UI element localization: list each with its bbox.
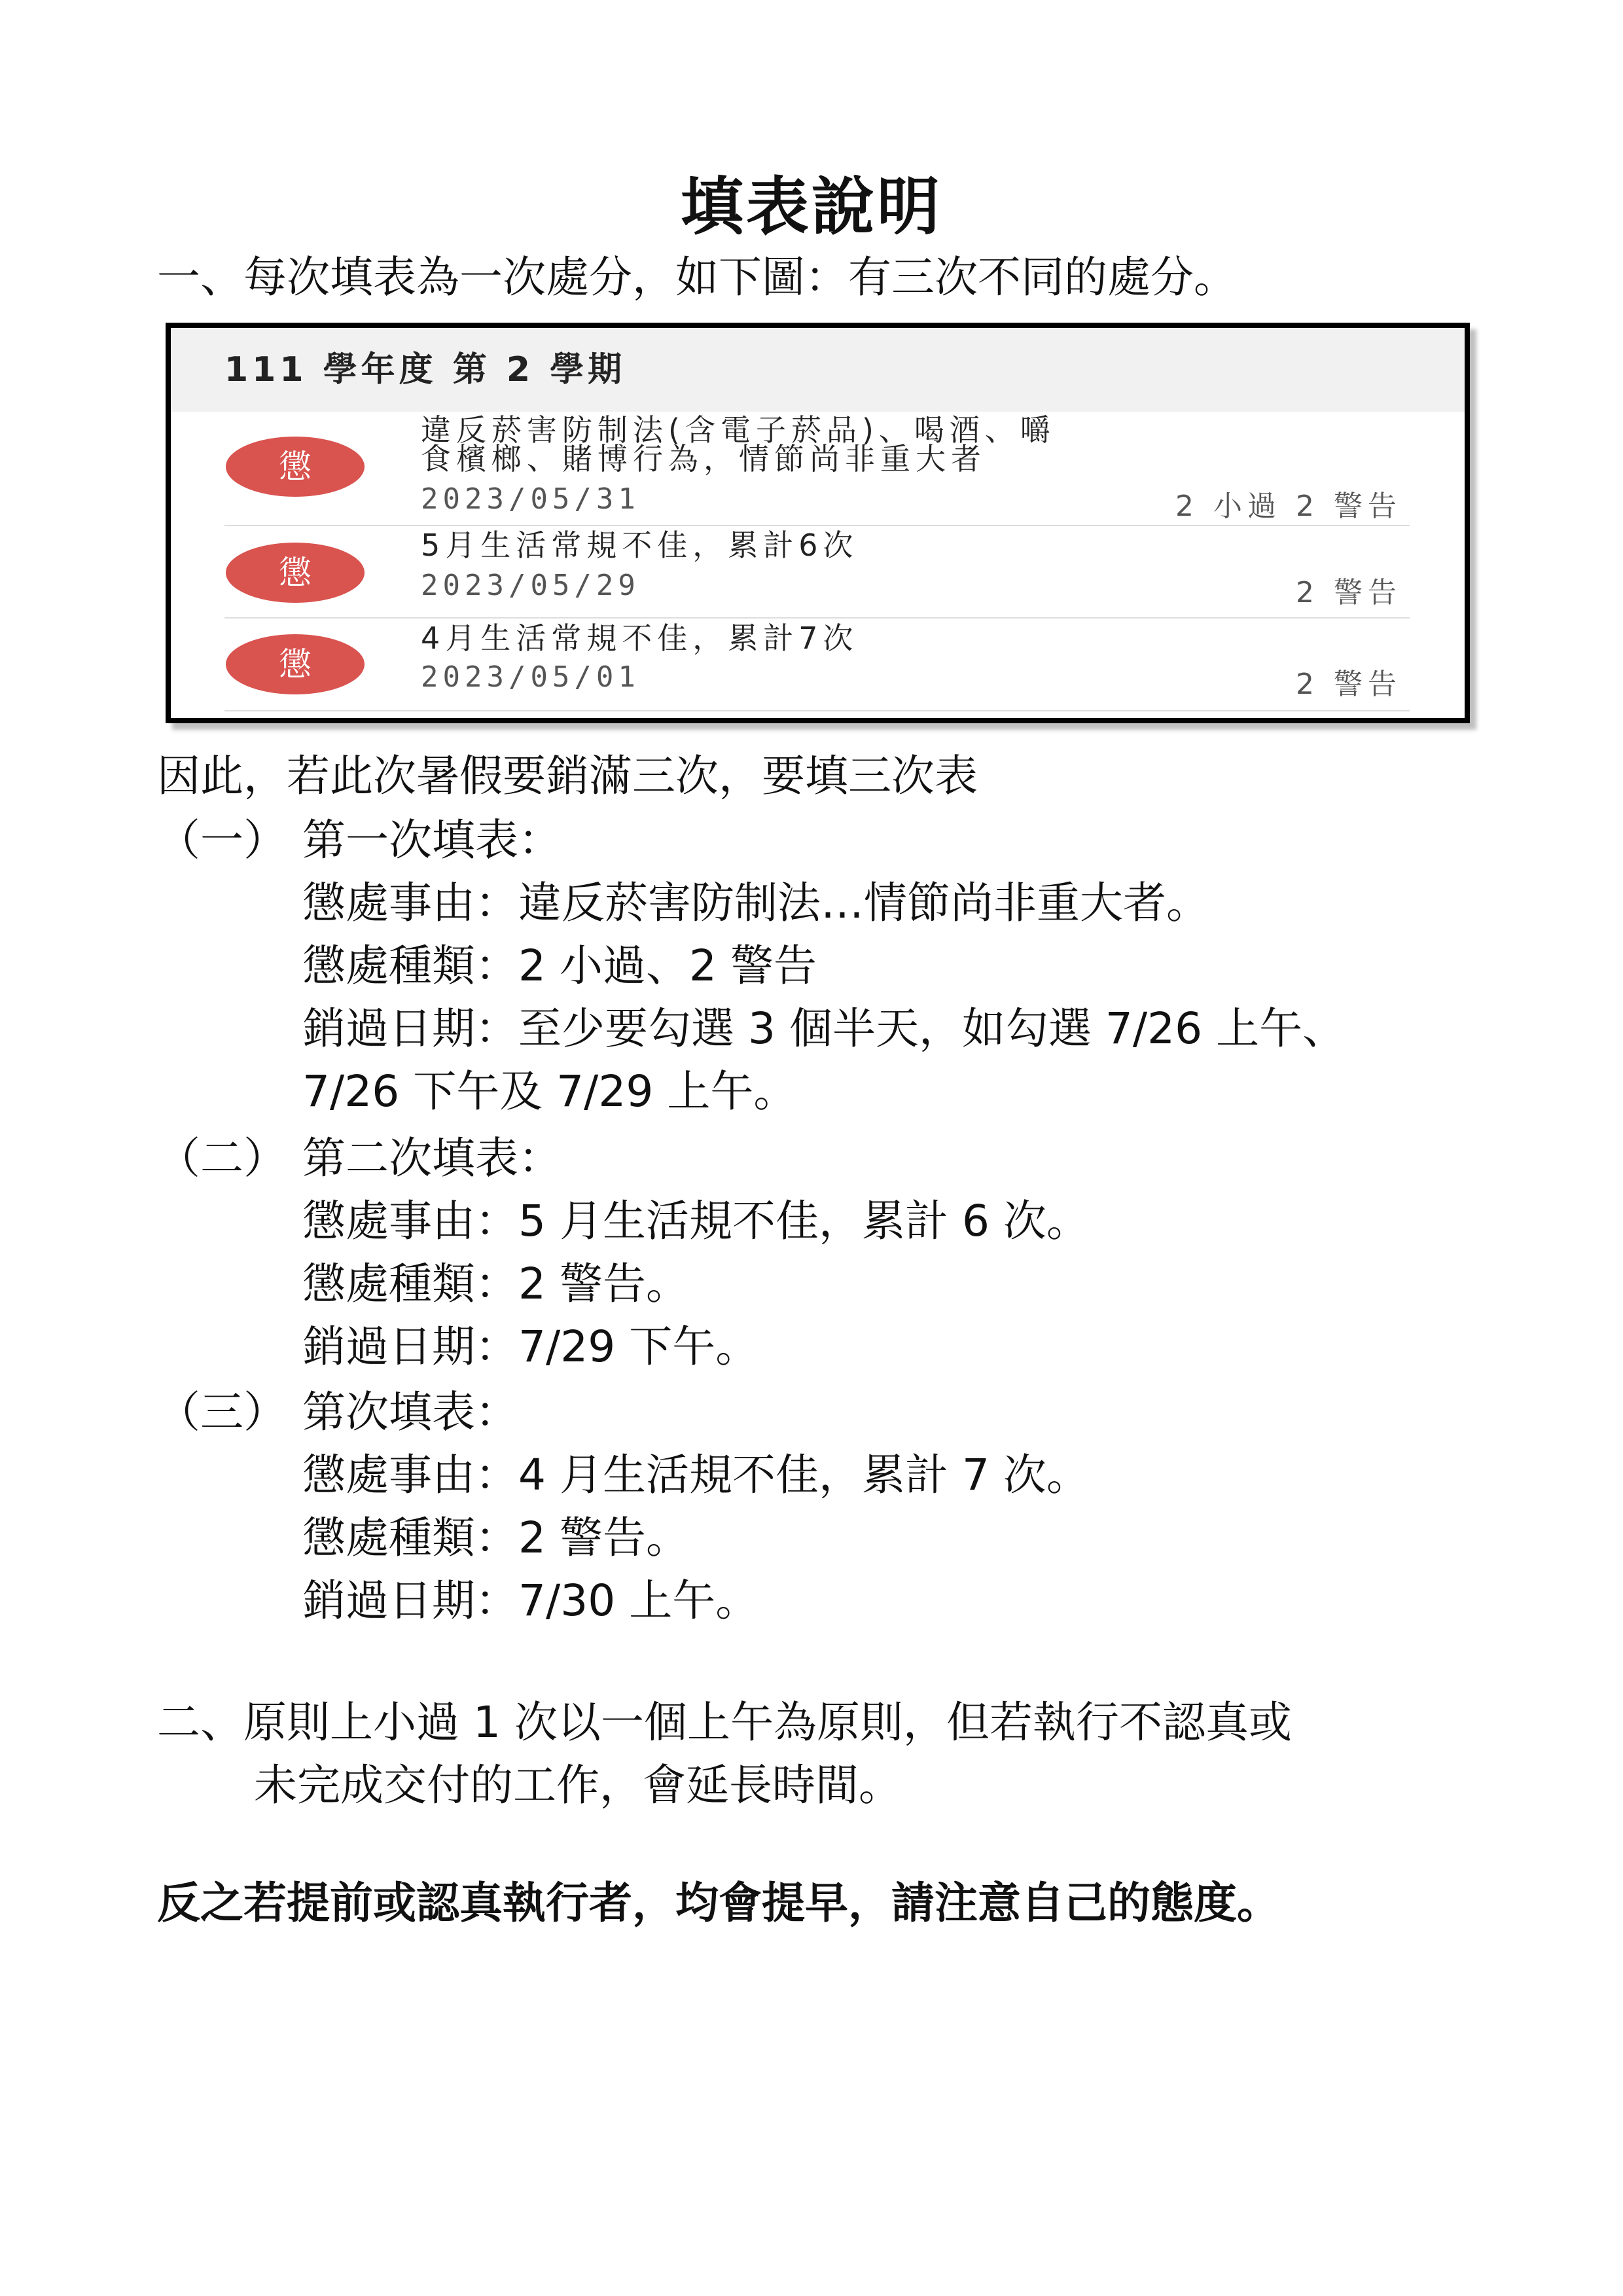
list-item	[171, 527, 1465, 617]
record-date: 2023/05/29	[421, 569, 640, 602]
list-item	[171, 620, 1465, 711]
section-heading: 第二次填表：	[302, 1133, 562, 1183]
penalty-reason: 懲處事由：5 月生活規不佳，累計 6 次。	[302, 1196, 1090, 1246]
record-penalty: 2 警告	[1296, 576, 1402, 609]
penalty-badge: 懲	[226, 543, 365, 603]
clearance-date: 銷過日期：7/29 下午。	[302, 1321, 759, 1372]
section-heading: 第次填表：	[302, 1387, 518, 1437]
list-item	[171, 412, 1465, 523]
semester-header: 111 學年度 第 2 學期	[171, 328, 1465, 412]
penalty-badge: 懲	[226, 437, 365, 497]
clearance-date-cont: 7/26 下午及 7/29 上午。	[302, 1066, 797, 1117]
penalty-badge: 懲	[226, 634, 365, 694]
intro-text: 一、每次填表為一次處分，如下圖：有三次不同的處分。	[157, 252, 1237, 302]
section-heading: 第一次填表：	[302, 815, 562, 865]
record-date: 2023/05/31	[421, 482, 640, 516]
record-penalty: 2 警告	[1296, 668, 1402, 701]
record-reason: 違反菸害防制法(含電子菸品)、喝酒、嚼 食檳榔、賭博行為，情節尚非重大者	[421, 412, 1056, 476]
therefore-text: 因此，若此次暑假要銷滿三次，要填三次表	[157, 751, 978, 801]
record-screenshot	[166, 323, 1470, 723]
principle-text-cont: 未完成交付的工作，會延長時間。	[254, 1760, 902, 1810]
penalty-type: 懲處種類：2 警告。	[302, 1513, 689, 1563]
penalty-reason: 懲處事由：違反菸害防制法…情節尚非重大者。	[302, 878, 1209, 928]
record-reason: 5月生活常規不佳，累計6次	[421, 528, 859, 563]
record-reason: 4月生活常規不佳，累計7次	[421, 620, 859, 656]
record-penalty: 2 小過 2 警告	[1175, 490, 1402, 523]
divider	[224, 710, 1410, 711]
penalty-reason: 懲處事由：4 月生活規不佳，累計 7 次。	[302, 1450, 1090, 1500]
clearance-date: 銷過日期：7/30 上午。	[302, 1575, 759, 1626]
penalty-type: 懲處種類：2 小過、2 警告	[302, 941, 817, 991]
divider	[224, 617, 1410, 619]
penalty-type: 懲處種類：2 警告。	[302, 1259, 689, 1309]
closing-note: 反之若提前或認真執行者，均會提早，請注意自己的態度。	[157, 1878, 1280, 1928]
section-marker: （二）	[157, 1133, 287, 1183]
section-marker: （三）	[157, 1387, 287, 1437]
principle-text: 二、原則上小過 1 次以一個上午為原則，但若執行不認真或	[157, 1697, 1292, 1748]
divider	[224, 525, 1410, 526]
clearance-date: 銷過日期：至少要勾選 3 個半天，如勾選 7/26 上午、	[302, 1003, 1346, 1054]
section-marker: （一）	[157, 815, 287, 865]
page-title: 填表說明	[681, 170, 942, 243]
record-date: 2023/05/01	[421, 660, 640, 694]
